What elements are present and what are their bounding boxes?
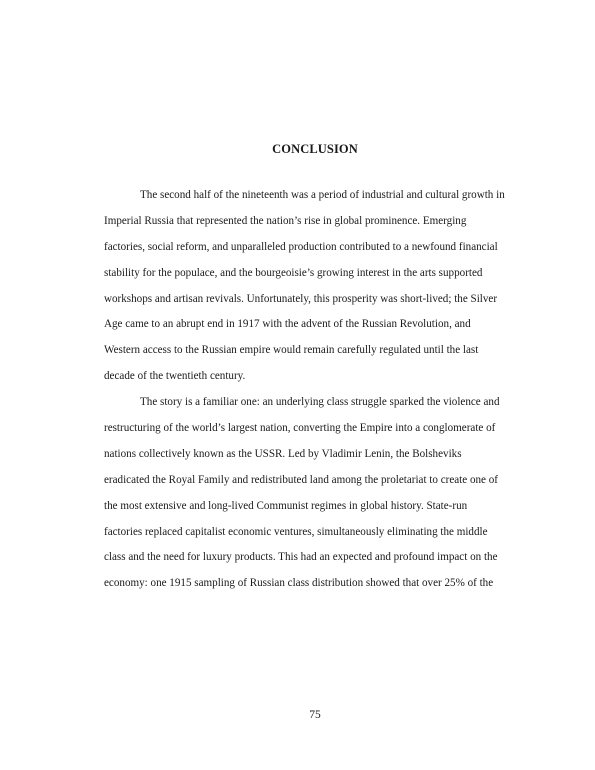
text-line: factories, social reform, and unparalleled production contributed to a newfound financial — [104, 240, 498, 253]
text-line: decade of the twentieth century. — [104, 370, 246, 383]
text-line: Imperial Russia that represented the nation’s rise in global prominence. Emerging — [104, 214, 467, 227]
text-line: class and the need for luxury products. This had an expected and profound impact on the — [104, 551, 498, 564]
paragraph-1 — [104, 183, 524, 390]
text-line: eradicated the Royal Family and redistributed land among the proletariat to create one of — [104, 473, 498, 486]
text-line: nations collectively known as the USSR. Led by Vladimir Lenin, the Bolsheviks — [104, 447, 462, 460]
text-line: economy: one 1915 sampling of Russian class distribution showed that over 25% of the — [104, 577, 494, 590]
text-line: the most extensive and long-lived Communist regimes in global history. State-run — [104, 499, 468, 512]
text-line: factories replaced capitalist economic ventures, simultaneously eliminating the middle — [104, 525, 488, 538]
text-line: Western access to the Russian empire would remain carefully regulated until the last — [104, 344, 479, 357]
section-heading: CONCLUSION — [272, 142, 358, 156]
paragraph-2 — [104, 390, 524, 597]
text-line: stability for the populace, and the bourgeoisie’s growing interest in the arts supported — [104, 266, 483, 279]
page-number: 75 — [309, 709, 321, 721]
body-text — [104, 183, 524, 597]
text-line: workshops and artisan revivals. Unfortunately, this prosperity was short-lived; the Silver — [104, 292, 498, 305]
text-line: Age came to an abrupt end in 1917 with the advent of the Russian Revolution, and — [104, 318, 471, 331]
text-line: The second half of the nineteenth was a period of industrial and cultural growth in — [140, 189, 505, 201]
text-line: The story is a familiar one: an underlying class struggle sparked the violence and — [140, 396, 500, 409]
text-line: restructuring of the world’s largest nation, converting the Empire into a conglomerate of — [104, 422, 496, 435]
